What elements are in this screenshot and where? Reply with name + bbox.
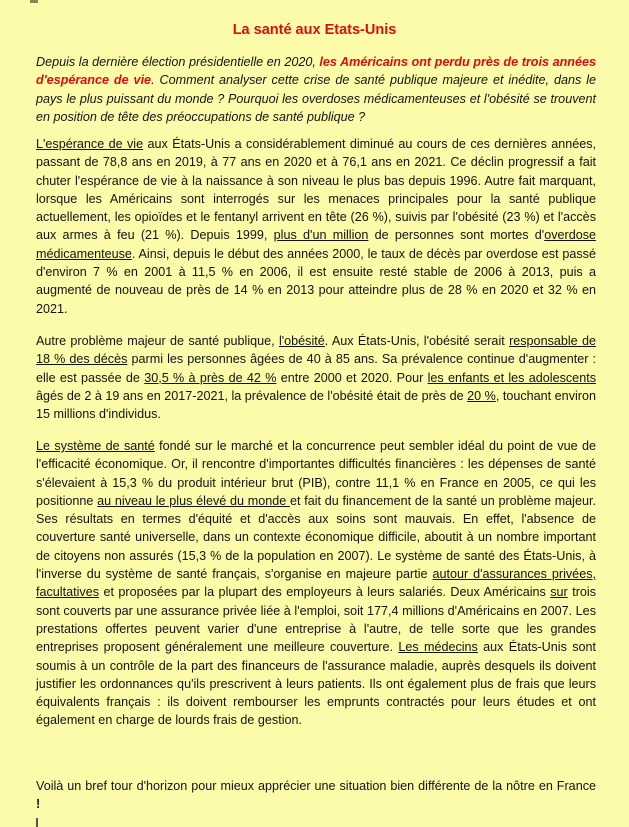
p2-text-3: parmi les personnes âgées de 40 à 85 ans. Sa prévalence continue d'augmenter : elle est passée de [36, 352, 596, 385]
p2-text-6: , touchant environ 15 millions d'individus. [36, 388, 596, 422]
link-vingt-pourcent[interactable]: 20 % [467, 388, 496, 403]
p2-text-5: âgés de 2 à 19 ans en 2017-2021, la prévalence de l'obésité était de près de [36, 388, 468, 403]
paragraph-health-system [36, 437, 596, 730]
p2-text-4: entre 2000 et 2020. Pour [276, 370, 428, 385]
link-prevalence-range[interactable]: 30,5 % à près de 42 % [144, 370, 277, 385]
intro-paragraph [36, 53, 596, 126]
link-overdose-medicamenteuse[interactable]: overdose médicamenteuse [36, 228, 597, 261]
p4-exclamation: ! [36, 797, 41, 812]
link-niveau-plus-eleve[interactable]: au niveau le plus élevé du monde [97, 493, 290, 508]
intro-text-1: Depuis la dernière élection présidentielle en 2020, [36, 55, 320, 69]
p1-text-2: de personnes sont mortes d' [368, 228, 545, 243]
p2-text-1: Autre problème majeur de santé publique, [36, 334, 279, 348]
page-title: La santé aux Etats-Unis [232, 22, 397, 38]
p3-text-2: et fait du financement de la santé un problème majeur. Ses résultats en termes d'équité et d'accès aux soins sont mauvais. En effet, l'absence de couverture santé universelle, dans un contexte économique difficile, aboutit à un nombre important de citoyens non assurés (15,3 % de la population en 2007). Le système de santé des États-Unis, à l'inverse du système de santé français, s'organise en majeure partie [36, 493, 596, 582]
link-les-medecins[interactable]: Les médecins [398, 640, 478, 655]
paragraph-life-expectancy [36, 135, 596, 318]
p3-text-1: fondé sur le marché et la concurrence peut sembler idéal du point de vue de l'efficacité économique. Or, il rencontre d'importantes difficultés financières : les dépenses de santé s'élevaient à 15,3 % du produit intérieur brut (PIB), contre 11,1 % en France en 2005, ce qui les positionne [36, 439, 596, 508]
p1-text-1: aux États-Unis a considérablement diminué au cours de ces dernières années, passant de 78,8 ans en 2019, à 77 ans en 2020 et à 76,1 ans en 2021. Ce déclin progressif a fait chuter l'espérance de vie à la naissance à son niveau le plus bas depuis 1996. Autre fait marquant, lorsque les Américains sont interrogés sur les menaces principales pour la santé publique actuellement, les opioïdes et le fentanyl arrivent en tête (26 %), suivis par l'obésité (23 %) et l'accès aux armes à feu (21 %). Depuis 1999, [36, 137, 597, 243]
paragraph-conclusion [36, 777, 596, 814]
p4-text-1: Voilà un bref tour d'horizon pour mieux apprécier une situation bien différente de la nôtre en France [36, 779, 596, 793]
link-assurances-privees[interactable]: autour d'assurances privées, facultatives [36, 567, 596, 600]
bottom-edge-mark [36, 818, 38, 827]
link-responsable-deces[interactable]: responsable de 18 % des décès [36, 334, 597, 367]
top-edge-mark [30, 0, 38, 3]
paragraph-obesity [36, 332, 596, 423]
link-enfants-adolescents[interactable]: les enfants et les adolescents [427, 370, 596, 385]
p2-text-2: . Aux États-Unis, l'obésité serait [324, 334, 510, 348]
link-obesite[interactable]: l'obésité [278, 334, 325, 348]
intro-text-2: . Comment analyser cette crise de santé publique majeure et inédite, dans le pays le plus puissant du monde ? Pourquoi les overdoses médicamenteuses et l'obésité se trouvent en position de tête des préoccupations de santé publique ? [36, 73, 597, 124]
p3-text-4: trois sont couverts par une assurance privée liée à l'emploi, soit 177,4 millions d'Américains en 2007. Les prestations offertes peuvent varier d'une entreprise à l'autre, de telle sorte que les grandes entreprises proposent généralement une meilleure couverture. [36, 585, 596, 655]
intro-highlight: les Américains ont perdu près de trois années d'espérance de vie [36, 55, 596, 88]
link-plus-d-un-million[interactable]: plus d'un million [273, 228, 369, 243]
p3-text-3: et proposées par la plupart des employeurs à leurs salariés. Deux Américains [99, 585, 551, 600]
link-sur[interactable]: sur [550, 585, 568, 600]
link-systeme-de-sante[interactable]: Le système de santé [36, 439, 155, 453]
p1-text-3: . Ainsi, depuis le début des années 2000, le taux de décès par overdose est passé d'environ 7 % en 2001 à 11,5 % en 2006, il est ensuite resté stable de 2006 à 2013, puis a augmenté de nouveau de près de 14 % en 2013 pour atteindre plus de 28 % en 2020 et 32 % en 2021. [36, 246, 596, 316]
link-esperance-de-vie[interactable]: L'espérance de vie [36, 137, 144, 151]
p3-text-5: aux États-Unis sont soumis à un contrôle de la part des financeurs de l'assurance maladie, auprès desquels ils doivent justifier les ordonnances qu'ils prescrivent à leurs patients. Ils ont également plus de frais que leurs équivalents français : ils doivent rembourser les emprunts contractés pour leurs études et ont également en charge de lourds frais de gestion. [36, 640, 596, 728]
